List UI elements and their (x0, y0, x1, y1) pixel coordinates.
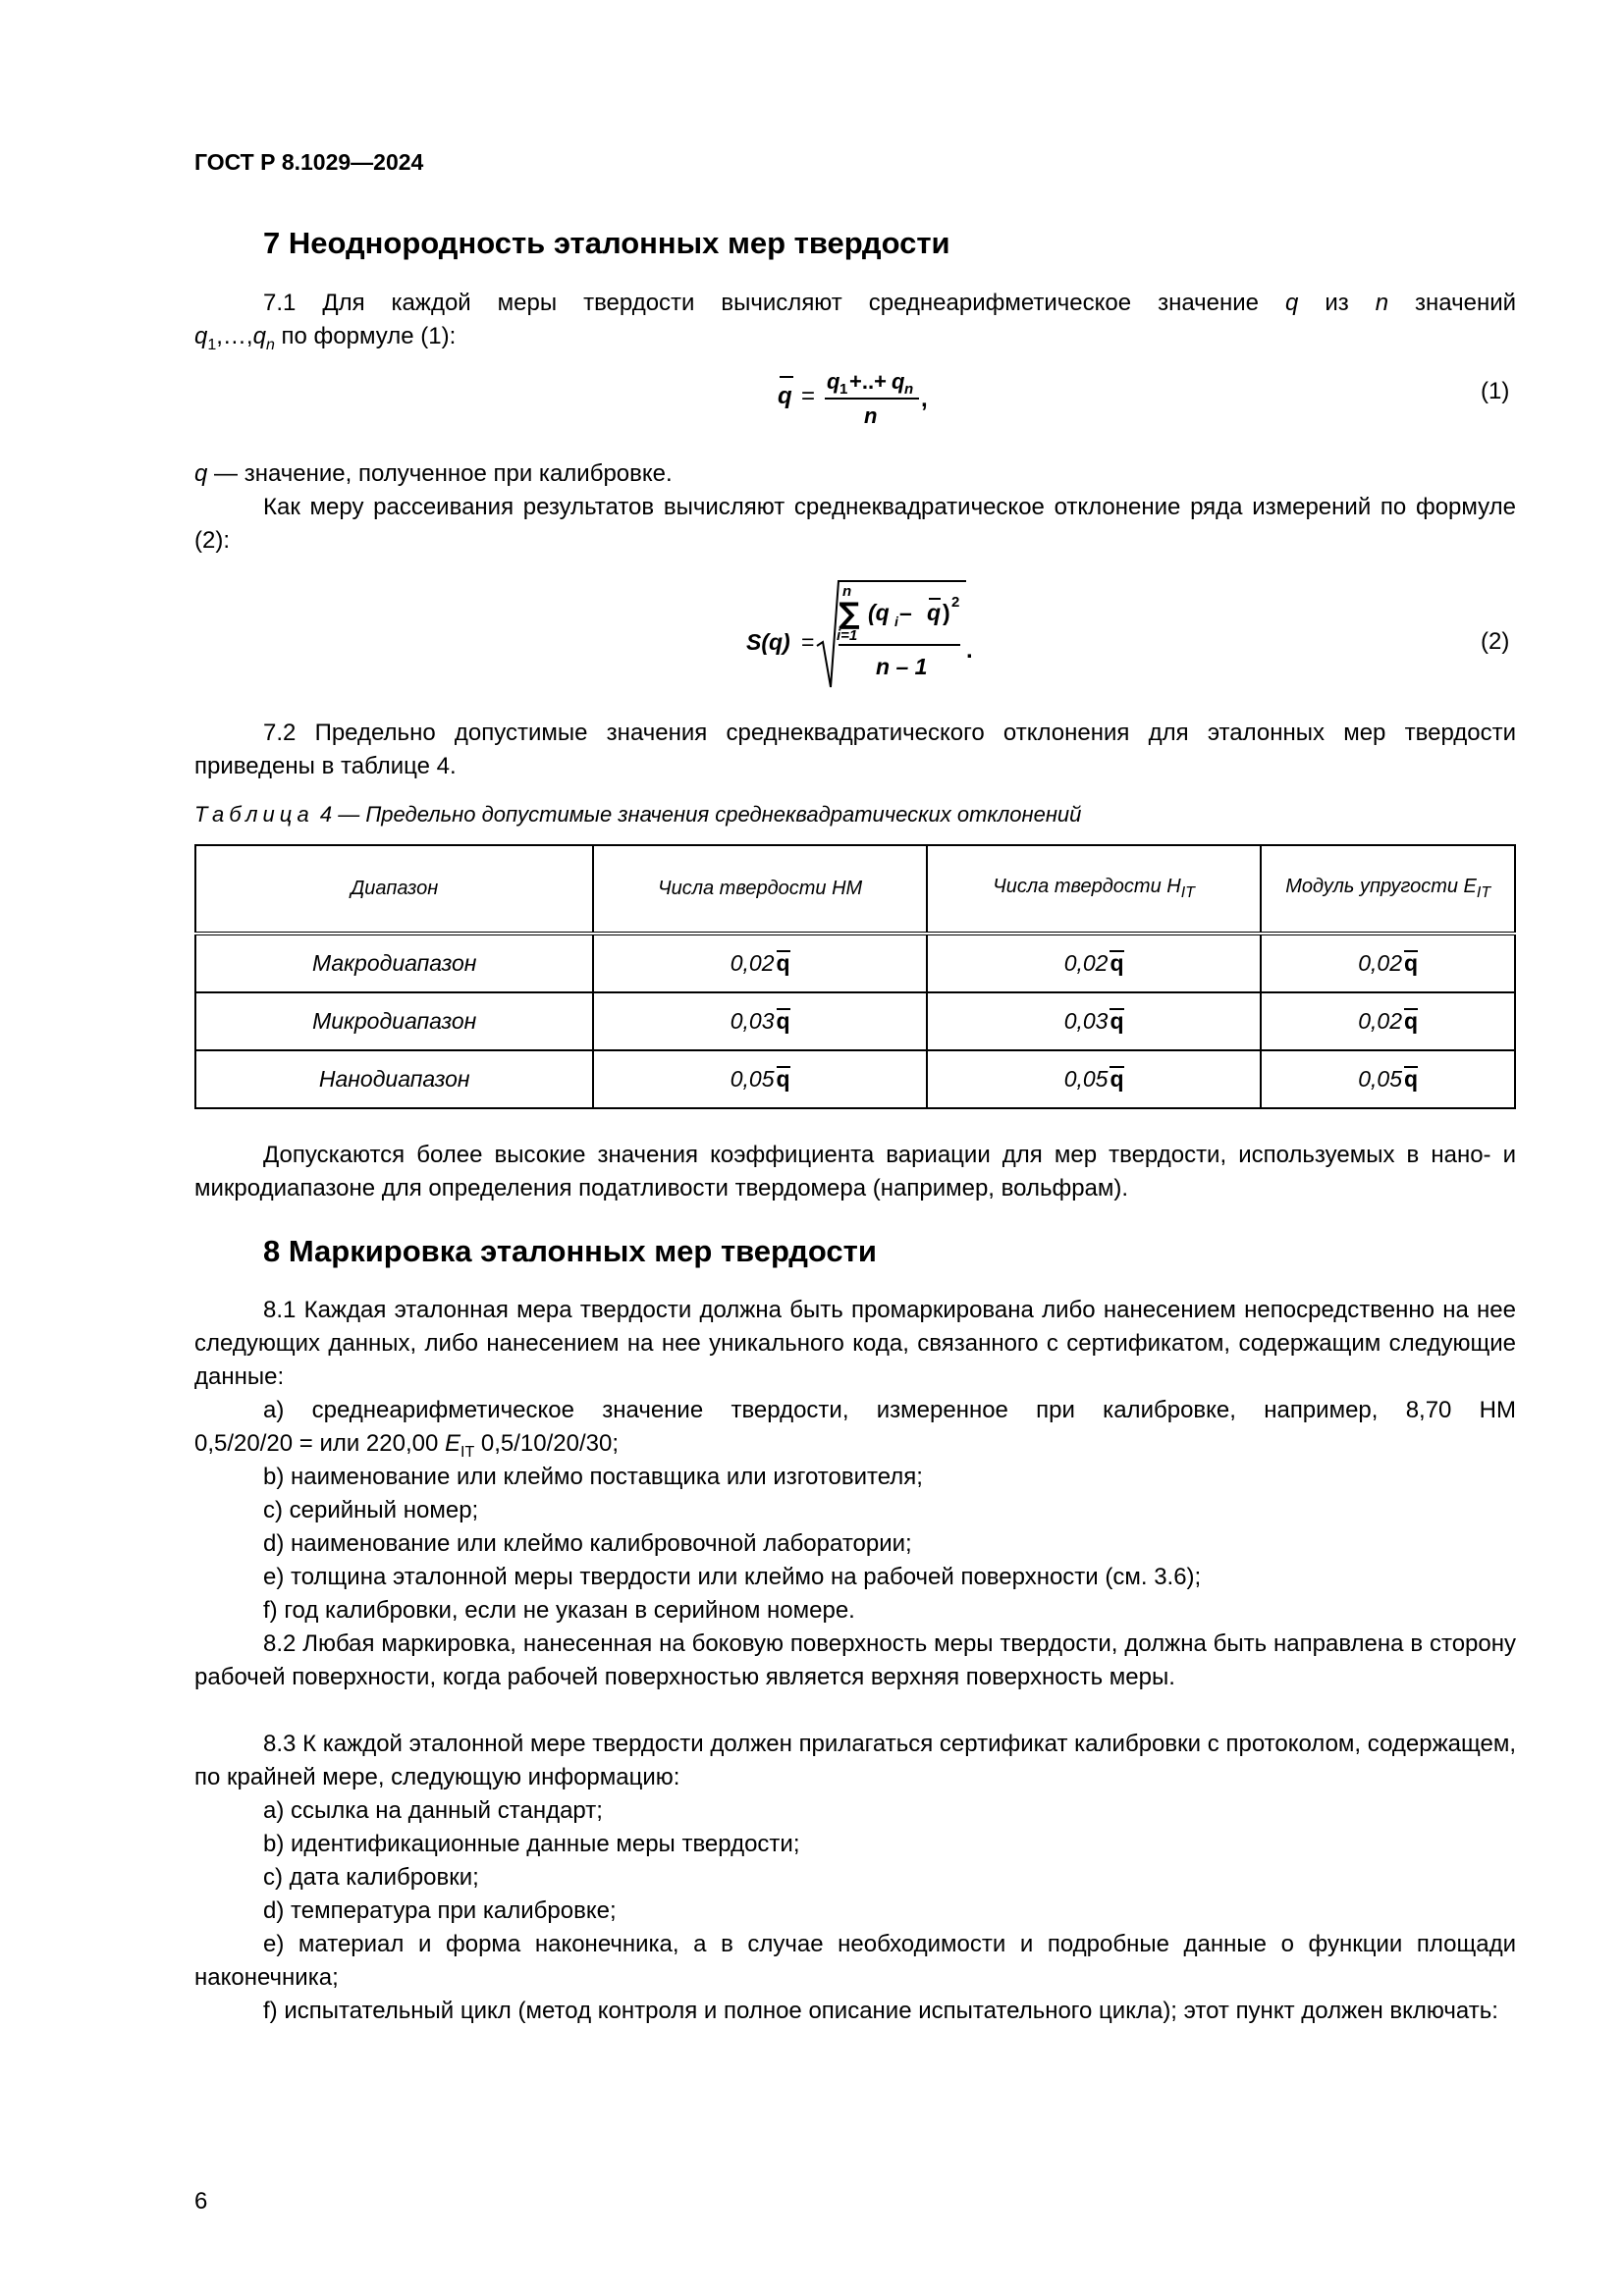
header-eit-text: Модуль упругости E (1285, 876, 1477, 897)
q-mean-symbol: q (1110, 1008, 1124, 1034)
formula-1-number: (1) (1481, 378, 1510, 404)
header-range: Диапазон (195, 845, 593, 934)
f1-comma: , (921, 386, 928, 412)
cell-hm-value: 0,02 (730, 950, 775, 976)
header-hit-sub: IT (1180, 884, 1195, 901)
item-8-1-b: b) наименование или клеймо поставщика или изготовителя; (263, 1464, 923, 1490)
f2-sum-bottom: i=1 (837, 627, 858, 644)
item-8-3-b: b) идентификационные данные меры твердости; (263, 1831, 800, 1857)
cell-range: Макродиапазон (195, 934, 593, 992)
header-eit-sub: IT (1476, 884, 1491, 901)
p71-tail: по формуле (1): (274, 323, 457, 349)
f2-term-q: q (927, 600, 942, 625)
q-mean-symbol: q (1404, 950, 1419, 976)
page-number: 6 (194, 2188, 208, 2215)
q1: q (194, 323, 208, 349)
item-8-3-a: a) ссылка на данный стандарт; (263, 1797, 603, 1824)
f1-eq: = (801, 383, 816, 409)
cell-hm-value: 0,03 (730, 1008, 775, 1034)
f1-num-q1: q (827, 369, 840, 394)
cell-eit-value: 0,05 (1358, 1066, 1403, 1092)
table-row (195, 992, 1515, 1050)
f1-num-sub1: 1 (839, 381, 848, 398)
header-hit-text: Числа твердости H (993, 876, 1181, 897)
cell-eit (1261, 934, 1515, 992)
item-a-E: E (445, 1430, 461, 1457)
formula-1 (766, 361, 982, 432)
caption-rest: 4 — Предельно допустимые значения среднеквадратических отклонений (313, 802, 1082, 827)
p71-from: из (1325, 290, 1349, 316)
item-8-3-f: f) испытательный цикл (метод контроля и полное описание испытательного цикла); этот пункт должен включать: (263, 1998, 1498, 2024)
document-code: ГОСТ Р 8.1029—2024 (194, 149, 424, 175)
cell-eit (1261, 992, 1515, 1050)
where-q-text: — значение, полученное при калибровке. (207, 460, 673, 487)
cell-hit (927, 992, 1261, 1050)
f1-num-qn: q (892, 369, 905, 394)
f2-term: (q (868, 600, 890, 625)
item-8-1-f: f) год калибровки, если не указан в серийном номере. (263, 1597, 855, 1624)
item-8-3-d: d) температура при калибровке; (263, 1897, 617, 1924)
p71-n: n (1375, 290, 1389, 316)
table-row (195, 1050, 1515, 1108)
f1-denominator: n (864, 403, 878, 428)
p71-text: 7.1 Для каждой меры твердости вычисляют среднеарифметическое значение (263, 290, 1260, 316)
cell-hit (927, 934, 1261, 992)
paragraph-7-1 (194, 287, 1516, 320)
header-eit (1261, 845, 1515, 934)
cell-hit (927, 1050, 1261, 1108)
caption-word: Таблица (194, 802, 314, 827)
header-hm: Числа твердости НМ (593, 845, 926, 934)
item-8-1-d: d) наименование или клеймо калибровочной лаборатории; (263, 1530, 912, 1557)
cell-hm (593, 934, 926, 992)
item-8-1-e: e) толщина эталонной меры твердости или клеймо на рабочей поверхности (см. 3.6); (263, 1564, 1202, 1590)
paragraph-7-2: 7.2 Предельно допустимые значения среднеквадратического отклонения для эталонных мер твердости приведены в таблице 4. (194, 720, 1516, 779)
f1-num-mid: +..+ (849, 369, 887, 394)
item-a-pre: 0,5/20/20 = или 220,00 (194, 1430, 445, 1457)
table-header-row (195, 845, 1515, 934)
cell-eit (1261, 1050, 1515, 1108)
q-mean-symbol: q (1110, 950, 1124, 976)
cell-hm (593, 992, 926, 1050)
formula-2-number: (2) (1481, 628, 1510, 655)
f1-lhs: q (778, 383, 792, 409)
q-mean-symbol: q (776, 950, 790, 976)
f2-denominator: n – 1 (876, 654, 928, 679)
item-8-1-c: c) серийный номер; (263, 1497, 479, 1523)
section-8-title: 8 Маркировка эталонных мер твердости (263, 1234, 877, 1268)
cell-eit-value: 0,02 (1358, 950, 1403, 976)
cell-range: Микродиапазон (195, 992, 593, 1050)
f2-sum-sign: ∑ (839, 597, 860, 631)
table-4 (194, 844, 1516, 1109)
q-mean-symbol: q (776, 1008, 790, 1034)
qn: q (252, 323, 266, 349)
cell-eit-value: 0,02 (1358, 1008, 1403, 1034)
cell-hm (593, 1050, 926, 1108)
f2-lhs: S(q) (746, 629, 790, 655)
p71-dots: ,…, (216, 323, 253, 349)
q-mean-symbol: q (1110, 1066, 1124, 1092)
cell-hit-value: 0,03 (1063, 1008, 1109, 1034)
q-mean-symbol: q (776, 1066, 790, 1092)
f2-dot: . (966, 637, 973, 664)
f2-eq: = (801, 629, 815, 655)
f2-term-minus: – (899, 600, 912, 625)
item-8-1-a: a) среднеарифметическое значение твердости, измеренное при калибровке, например, 8,70 НМ (263, 1397, 1516, 1423)
f2-sum-top: n (842, 583, 852, 600)
q-mean-symbol: q (1404, 1008, 1419, 1034)
section-7-title: 7 Неоднородность эталонных мер твердости (263, 226, 950, 260)
item-8-3-c: c) дата калибровки; (263, 1864, 479, 1891)
item-a-sub: IT (460, 1443, 475, 1461)
f2-term-pow: 2 (951, 594, 960, 611)
f1-num-sub2: n (904, 381, 914, 398)
table-4-caption (194, 802, 1081, 828)
cell-hm-value: 0,05 (730, 1066, 775, 1092)
paragraph-dispersion: Как меру рассеивания результатов вычисляют среднеквадратическое отклонение ряда измерений по формуле (2): (194, 494, 1516, 554)
q-mean-symbol: q (1404, 1066, 1419, 1092)
paragraph-8-2: 8.2 Любая маркировка, нанесенная на боковую поверхность меры твердости, должна быть направлена в сторону рабочей поверхности, когда рабочей поверхностью является верхняя поверхность меры. (194, 1630, 1516, 1690)
where-q (194, 457, 1516, 491)
paragraph-8-1: 8.1 Каждая эталонная мера твердости должна быть промаркирована либо нанесением непосредственно на нее следующих данных, либо нанесением на нее уникального кода, связанного с сертификатом, содержащим следующие данные: (194, 1297, 1516, 1390)
f2-term-close: ) (943, 600, 950, 625)
q1-sub: 1 (207, 336, 217, 353)
cell-hit-value: 0,02 (1063, 950, 1109, 976)
item-8-3-e: e) материал и форма наконечника, а в случае необходимости и подробные данные о функции площади наконечника; (194, 1931, 1516, 1991)
header-hit (927, 845, 1261, 934)
paragraph-7-1-cont (194, 320, 1516, 362)
formula-2 (736, 569, 992, 697)
where-q-symbol: q (194, 460, 208, 487)
item-a-post: 0,5/10/20/30; (474, 1430, 620, 1457)
f2-term-sub: i (894, 614, 898, 629)
qn-sub: n (265, 336, 275, 353)
table-row (195, 934, 1515, 992)
paragraph-after-table: Допускаются более высокие значения коэффициента вариации для мер твердости, используемых в нано- и микродиапазоне для определения податливости твердомера (например, вольфрам). (194, 1142, 1516, 1201)
paragraph-8-3: 8.3 К каждой эталонной мере твердости должен прилагаться сертификат калибровки с протоколом, содержащем, по крайней мере, следующую информацию: (194, 1731, 1516, 1790)
cell-hit-value: 0,05 (1063, 1066, 1109, 1092)
cell-range: Нанодиапазон (195, 1050, 593, 1108)
p71-q: q (1284, 290, 1299, 316)
p71-values: значений (1415, 290, 1517, 316)
